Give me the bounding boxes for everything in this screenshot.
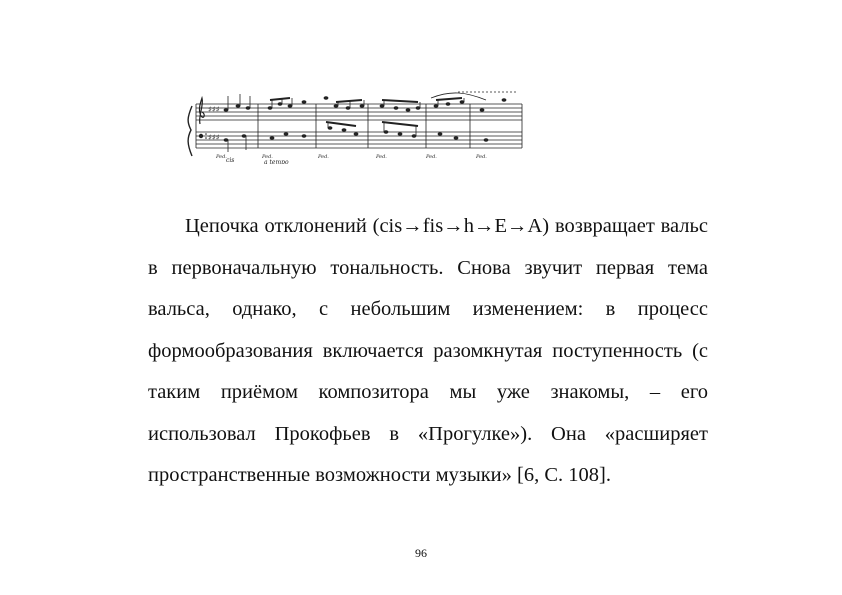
svg-text:Ped.: Ped. [216, 154, 227, 160]
score-marking-cis: cis [226, 157, 235, 164]
svg-text:Ped.: Ped. [476, 154, 487, 160]
svg-text:Ped.: Ped. [262, 154, 273, 160]
svg-text:Ped.: Ped. [426, 154, 437, 160]
page-number: 96 [415, 546, 427, 560]
svg-text:♯♯♯: ♯♯♯ [208, 133, 220, 142]
paragraph: Цепочка отклонений (cis→fis→h→E→A) возвращает вальс в первоначальную тональность. Снова звучит первая тема вальса, однако, с небольшим изменением: в процесс формообразования включается разомкнутая поступенность (с таким приёмом композитора мы уже знакомы, – его использовал Прокофьев в «Прогулке»). Она «расширяет пространственные возможности музыки» [6, С. 108]. [148, 215, 708, 486]
music-score-graphic [186, 88, 524, 164]
score-marking-a-tempo: a tempo [264, 159, 289, 164]
music-score-excerpt [186, 88, 524, 164]
svg-text:♯♯♯: ♯♯♯ [208, 105, 220, 114]
svg-text:Ped.: Ped. [376, 154, 387, 160]
body-text [148, 206, 708, 497]
svg-text:Ped.: Ped. [318, 154, 329, 160]
